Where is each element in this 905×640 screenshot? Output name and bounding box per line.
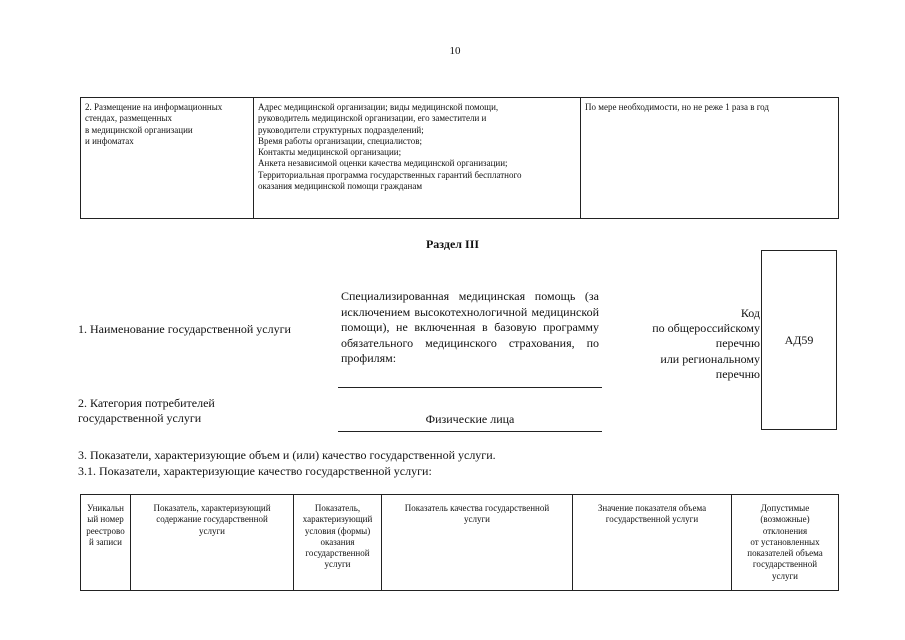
placement-method-cell	[81, 98, 254, 219]
label-line: по общероссийскому	[652, 321, 760, 336]
header-line: Допустимые	[760, 503, 810, 513]
information-content-cell	[254, 98, 581, 219]
consumer-category-label	[78, 396, 215, 426]
cell-line: Территориальная программа государственных гарантий бесплатного	[258, 169, 522, 180]
quality-indicators-table	[80, 494, 839, 591]
cell-line: Контакты медицинской организации;	[258, 147, 402, 158]
label-line: государственной услуги	[78, 411, 202, 425]
cell-line: 2. Размещение на информационных	[85, 102, 223, 112]
service-name-value: Специализированная медицинская помощь (за исключением высокотехнологичной медицинской помощи), не включенная в базовую программу обязательного медицинского страхования, по профилям:	[341, 289, 599, 365]
label-line: перечню	[715, 366, 760, 381]
consumer-category-value: Физические лица	[425, 412, 515, 426]
column-header-allowed-deviations	[732, 495, 839, 591]
header-line: Показатель, характеризующий	[153, 503, 271, 513]
divider-line	[338, 431, 602, 432]
registry-code-value: АД59	[784, 332, 814, 347]
header-line: условия (формы)	[304, 525, 371, 536]
heading-line: 3.1. Показатели, характеризующие качество государственной услуги:	[78, 464, 432, 478]
page-number: 10	[449, 45, 461, 57]
header-line: Показатель качества государственной	[404, 503, 550, 513]
cell-line: оказания медицинской помощи гражданам	[258, 181, 423, 192]
header-line: от установленных	[750, 536, 820, 547]
section-title: Раздел III	[425, 237, 480, 251]
header-line: отклонения	[762, 525, 808, 536]
header-line: услуги	[199, 525, 225, 536]
header-line: ый номер	[87, 514, 124, 525]
information-placement-table	[80, 97, 839, 219]
update-frequency-cell	[581, 98, 839, 219]
cell-line: По мере необходимости, но не реже 1 раза в год	[585, 102, 769, 112]
table-header-row	[81, 495, 839, 591]
label-line: Код	[740, 306, 760, 320]
registry-code-label	[605, 306, 760, 382]
header-line: Показатель,	[314, 503, 361, 513]
column-header-quality-indicator	[382, 495, 573, 591]
header-line: государственной	[752, 559, 818, 570]
label-line: или региональному	[660, 351, 760, 366]
header-line: государственной	[305, 548, 370, 559]
column-header-registry-number	[81, 495, 131, 591]
divider-line	[338, 387, 602, 388]
header-line: содержание государственной	[156, 514, 268, 525]
header-line: (возможные)	[760, 514, 810, 525]
header-line: реестрово	[86, 525, 125, 536]
header-line: услуги	[324, 559, 351, 570]
cell-line: стендах, размещенных	[85, 113, 173, 124]
header-line: характеризующий	[302, 514, 373, 525]
registry-code-box	[761, 250, 837, 430]
cell-line: Анкета независимой оценки качества медицинской организации;	[258, 158, 508, 169]
service-name-label: 1. Наименование государственной услуги	[78, 322, 291, 336]
header-line: показателей объема	[747, 548, 823, 559]
header-line: оказания	[320, 536, 355, 547]
header-line: Уникальн	[87, 503, 124, 513]
indicators-heading	[78, 447, 496, 479]
table-row	[81, 98, 839, 219]
cell-line: Адрес медицинской организации; виды медицинской помощи,	[258, 102, 499, 112]
header-line: Значение показателя объема	[597, 503, 707, 513]
column-header-service-conditions	[294, 495, 382, 591]
header-line: услуги	[772, 570, 798, 581]
cell-line: руководители структурных подразделений;	[258, 124, 424, 135]
cell-line: руководитель медицинской организации, его заместители и	[258, 113, 487, 124]
header-line: услуги	[464, 514, 490, 525]
cell-line: в медицинской организации	[85, 124, 193, 135]
column-header-service-content	[131, 495, 294, 591]
cell-line: Время работы организации, специалистов;	[258, 135, 422, 146]
header-line: государственной услуги	[605, 514, 699, 525]
cell-line: и инфоматах	[85, 135, 134, 146]
column-header-volume-value	[573, 495, 732, 591]
label-line: 2. Категория потребителей	[78, 396, 215, 410]
heading-line: 3. Показатели, характеризующие объем и (или) качество государственной услуги.	[78, 448, 496, 462]
label-line: перечню	[715, 336, 760, 351]
header-line: й записи	[89, 536, 122, 547]
